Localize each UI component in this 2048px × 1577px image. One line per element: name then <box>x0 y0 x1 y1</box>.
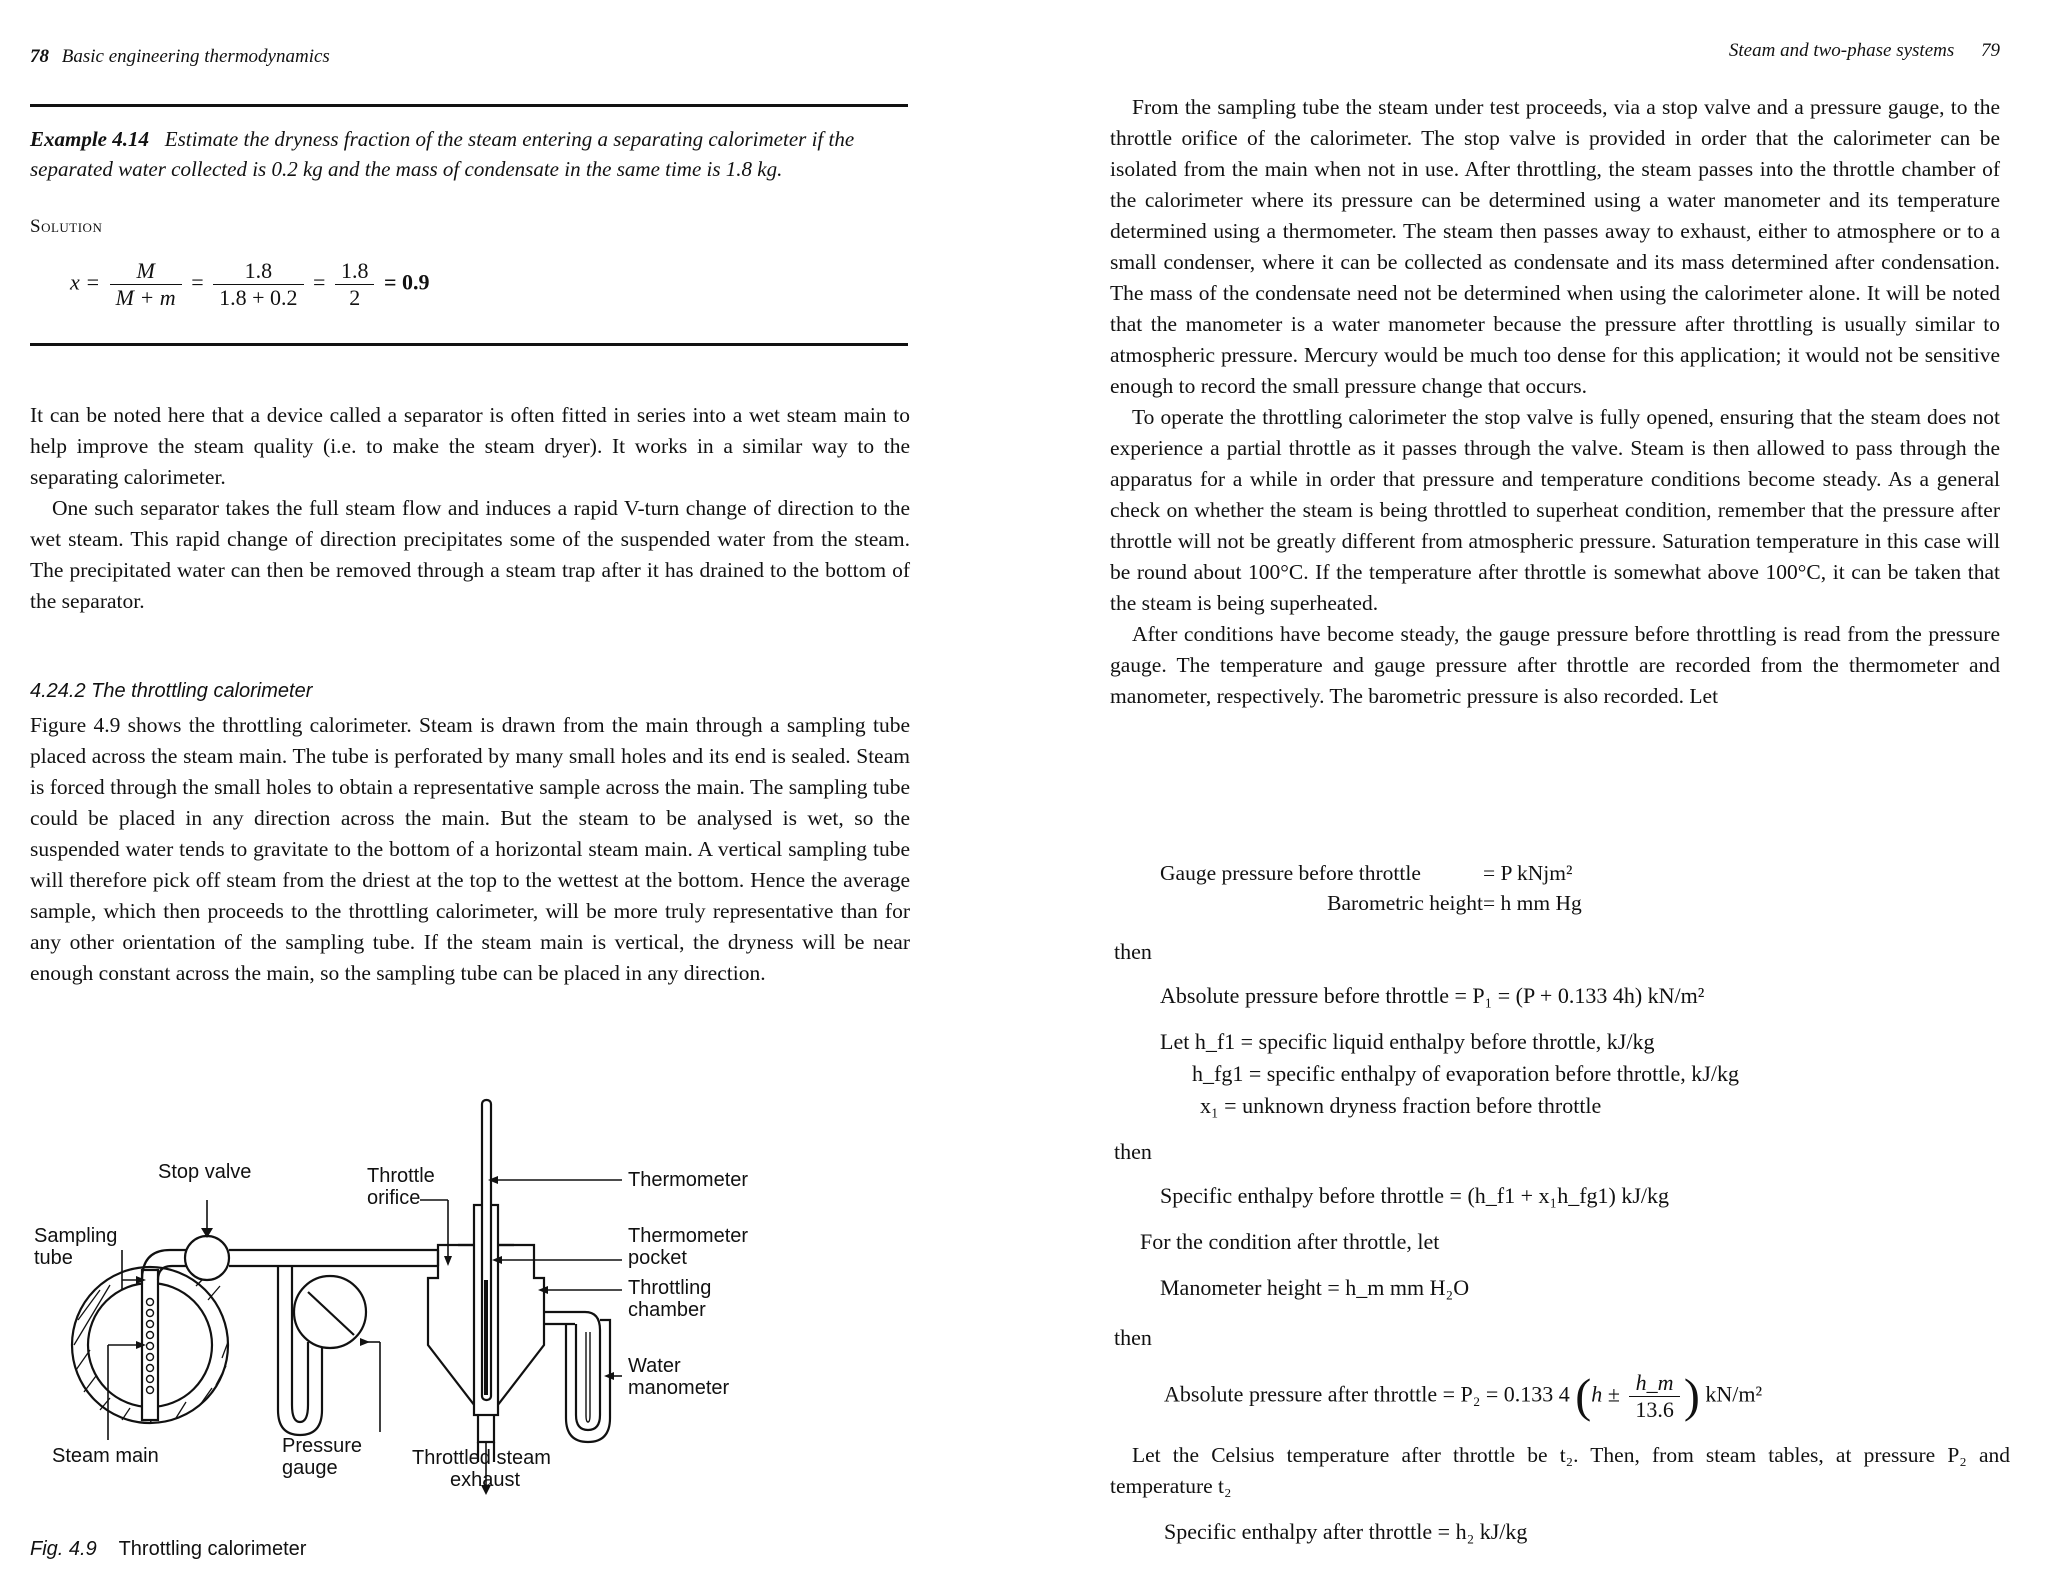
example-block <box>30 124 910 184</box>
left-running-title: Basic engineering thermodynamics <box>61 46 330 67</box>
top-rule <box>30 104 908 107</box>
readings-paragraph: After conditions have become steady, the gauge pressure before throttling is read from the pressure gauge. The temperature and gauge pressure after throttle are recorded from the thermometer and manometer, respectively. The barometric pressure is also recorded. Let <box>1110 622 2000 708</box>
eq-fraction-1: $\frac{M}{M + m}$ <box>110 258 182 311</box>
example-text: Estimate the dryness fraction of the steam entering a separating calorimeter if the separated water collected is 0.2 kg and the mass of condensate in the same time is 1.8 kg. <box>30 127 855 181</box>
figure-caption-number: Fig. 4.9 <box>30 1538 97 1560</box>
label-thermometer: Thermometer <box>628 1169 749 1191</box>
then-1: then <box>1114 939 1152 964</box>
specific-enthalpy-after: Specific enthalpy after throttle = h₂ kJ/kg <box>1164 1519 1528 1544</box>
label-exhaust-2: exhaust <box>450 1469 521 1491</box>
label-pressure-gauge-1: Pressure <box>282 1435 363 1457</box>
bottom-rule <box>30 343 908 346</box>
label-water-manometer-1: Water <box>628 1355 681 1377</box>
condition-after: For the condition after throttle, let <box>1140 1229 1440 1254</box>
celsius-paragraph: Let the Celsius temperature after throttle be t₂. Then, from steam tables, at pressure P₂ and temperature t₂ <box>1110 1443 2010 1498</box>
label-throttle-orifice-1: Throttle <box>367 1165 435 1187</box>
stop-valve <box>185 1236 229 1280</box>
let-hfg1: h_fg1 = specific enthalpy of evaporation before throttle, kJ/kg <box>1192 1061 1739 1086</box>
section-heading: 4.24.2 The throttling calorimeter <box>30 680 313 702</box>
right-page <box>1040 0 2048 1577</box>
label-exhaust-1: Throttled steam <box>412 1447 551 1469</box>
then-3: then <box>1114 1325 1152 1350</box>
right-page-number: 79 <box>1981 40 2000 61</box>
left-header <box>30 46 330 68</box>
absolute-pressure-before: Absolute pressure before throttle = P₁ = (P + 0.133 4h) kN/m² <box>1160 983 1705 1008</box>
label-stop-valve: Stop valve <box>158 1161 252 1183</box>
left-page-number: 78 <box>30 46 49 67</box>
eq-fraction-2: $\frac{1.8}{1.8 + 0.2}$ <box>213 258 303 311</box>
label-sampling-tube-2: tube <box>34 1247 73 1269</box>
let-x1: x₁ = unknown dryness fraction before throttle <box>1200 1093 1602 1118</box>
solution-heading: Solution <box>30 216 103 237</box>
definitions-block: Gauge pressure before throttle = P kNjm² Barometric height= h mm Hg <box>1160 861 1582 915</box>
throttling-paragraph: Figure 4.9 shows the throttling calorimeter. Steam is drawn from the main through a sampling tube placed across the steam main. The tube is perforated by many small holes and its end is sealed. Steam is forced through the small holes to obtain a representative sample across the main. The sampling tube could be placed in any direction across the main. But the steam to be analysed is wet, so the suspended water tends to gravitate to the bottom of a horizontal steam main. A vertical sampling tube will therefore pick off steam from the driest at the top to the wettest at the bottom. Hence the average sample, which then proceeds to the throttling calorimeter, will be more truly representative than for any other orientation of the sampling tube. If the steam main is vertical, the dryness will be near enough constant across the main, so the sampling tube can be placed in any direction. <box>30 713 910 985</box>
then-2: then <box>1114 1139 1152 1164</box>
left-text-top <box>30 400 910 617</box>
throttling-calorimeter-figure <box>0 1080 1000 1550</box>
label-thermometer-pocket-1: Thermometer <box>628 1225 749 1247</box>
eq-fraction-3: $\frac{1.8}{2}$ <box>335 258 375 311</box>
label-throttling-chamber-1: Throttling <box>628 1277 712 1299</box>
absolute-pressure-after: Absolute pressure after throttle = P₂ = 0.133 4 (h ± $\frac{h\_m}{13.6}$ ) kN/m² <box>1164 1369 1763 1423</box>
dryness-equation: x = $\frac{M}{M + m}$ = $\frac{1.8}{1.8 + 0.2}$ = $\frac{1.8}{2}$ = 0.9 <box>70 258 430 310</box>
eq-result: = 0.9 <box>383 269 430 295</box>
label-thermometer-pocket-2: pocket <box>628 1247 687 1269</box>
label-throttle-orifice-2: orifice <box>367 1187 421 1209</box>
separator-paragraph-2: One such separator takes the full steam flow and induces a rapid V-turn change of direction to the wet steam. This rapid change of direction precipitates some of the suspended water from the steam. The precipitated water can then be removed through a steam trap after it has drained to the bottom of the separator. <box>30 496 910 613</box>
figure-caption <box>30 1538 306 1561</box>
figure-caption-text: Throttling calorimeter <box>118 1538 307 1560</box>
manometer-outer <box>576 1312 600 1430</box>
eq-lhs: x = <box>70 269 101 295</box>
pipe-inner <box>158 1266 190 1280</box>
right-text-main <box>1110 92 2000 712</box>
label-water-manometer-2: manometer <box>628 1377 730 1399</box>
label-sampling-tube-1: Sampling <box>34 1225 118 1247</box>
left-page <box>0 0 1010 1577</box>
label-throttling-chamber-2: chamber <box>628 1299 706 1321</box>
example-label: Example 4.14 <box>30 127 149 151</box>
let-hf1: Let h_f1 = specific liquid enthalpy before throttle, kJ/kg <box>1160 1029 1655 1054</box>
specific-enthalpy-before: Specific enthalpy before throttle = (h_f1 + x₁h_fg1) kJ/kg <box>1160 1183 1670 1208</box>
manometer-height: Manometer height = h_m mm H₂O <box>1160 1275 1470 1300</box>
operating-paragraph: To operate the throttling calorimeter the stop valve is fully opened, ensuring that the steam does not experience a partial throttle as it passes through the valve. Steam is then allowed to pass through the apparatus for a while in order that pressure and temperature conditions become steady. As a general check on whether the steam is being throttled to superheat condition, remember that the pressure after throttle will not be greatly different from atmospheric pressure. Saturation temperature in this case will be round about 100°C. If the temperature after throttle is somewhat above 100°C, it can be taken that the steam is being superheated. <box>1110 405 2000 615</box>
sampling-flow-paragraph: From the sampling tube the steam under test proceeds, via a stop valve and a pressure gauge, to the throttle orifice of the calorimeter. The stop valve is provided in order that the calorimeter can be isolated from the main when not in use. After throttling, the steam passes into the throttle chamber of the calorimeter where its pressure can be determined using a water manometer and its temperature determined using a thermometer. The steam then passes away to exhaust, either to atmosphere or to a small condenser, where it can be collected as condensate and its mass determined after condensation. The mass of the condensate need not be determined when using the calorimeter alone. It will be noted that the manometer is a water manometer because the pressure after throttling is usually similar to atmospheric pressure. Mercury would be much too dense for this application; it would not be sensitive enough to record the small pressure change that occurs. <box>1110 95 2000 398</box>
right-header <box>1729 40 2000 62</box>
manometer-u-tube <box>566 1320 610 1442</box>
separator-paragraph-1: It can be noted here that a device called a separator is often fitted in series into a wet steam main to help improve the steam quality (i.e. to make the steam dryer). It works in a similar way to the separating calorimeter. <box>30 403 910 489</box>
label-steam-main: Steam main <box>52 1445 159 1467</box>
right-running-title: Steam and two-phase systems <box>1728 40 1955 61</box>
label-pressure-gauge-2: gauge <box>282 1457 338 1479</box>
